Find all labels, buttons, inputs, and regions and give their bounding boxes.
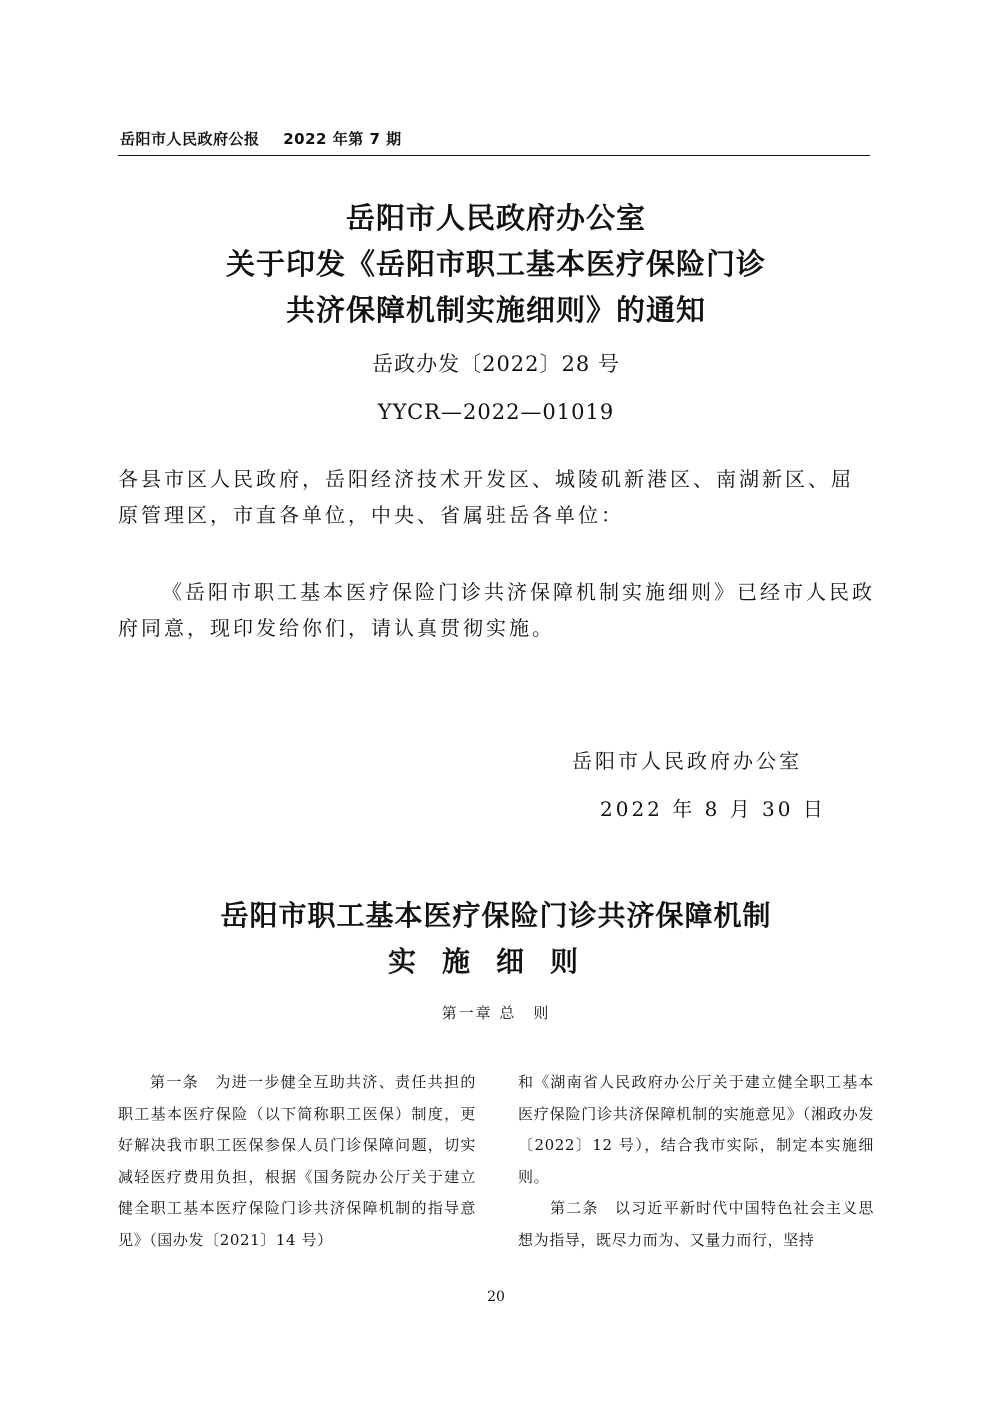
registration-number: YYCR—2022—01019 [377, 400, 615, 424]
article-1-text: 第一条 为进一步健全互助共济、责任共担的职工基本医疗保险（以下简称职工医保）制度，更好解决我市职工医保参保人员门诊保障问题，切实减轻医疗费用负担，根据《国务院办公厅关于建立健全职工基本医疗保险门诊共济保障机制的指导意见》（国办发〔2021〕14 号） [118, 1073, 476, 1249]
rules-title: 岳阳市职工基本医疗保险门诊共济保障机制 [220, 899, 772, 932]
rules-subtitle: 实施细则 [387, 945, 604, 978]
signer: 岳阳市人民政府办公室 [572, 749, 802, 773]
left-column [118, 1067, 476, 1257]
page-number: 20 [487, 1289, 505, 1305]
right-column [518, 1067, 874, 1257]
addressees: 各县市区人民政府，岳阳经济技术开发区、城陵矶新港区、南湖新区、屈原管理区，市直各单位，中央、省属驻岳各单位： [118, 467, 854, 527]
notice-body: 《岳阳市职工基本医疗保险门诊共济保障机制实施细则》已经市人民政府同意，现印发给你们，请认真贯彻实施。 [118, 580, 875, 640]
notice-title-line-2: 关于印发《岳阳市职工基本医疗保险门诊 [225, 247, 766, 281]
article-1-continued: 和《湖南省人民政府办公厅关于建立健全职工基本医疗保险门诊共济保障机制的实施意见》（湘政办发〔2022〕12 号），结合我市实际，制定本实施细则。 [518, 1073, 874, 1186]
article-2-text: 第二条 以习近平新时代中国特色社会主义思想为指导，既尽力而为、又量力而行，坚持 [518, 1199, 874, 1249]
signing-date: 2022 年 8 月 30 日 [600, 797, 826, 821]
running-header [120, 128, 420, 149]
journal-name: 岳阳市人民政府公报 [120, 130, 260, 148]
document-number: 岳政办发〔2022〕28 号 [372, 352, 620, 376]
chapter-heading: 第一章 总 则 [441, 1004, 551, 1022]
notice-title-line-3: 共济保障机制实施细则》的通知 [285, 293, 706, 327]
issue-label: 2022 年第 7 期 [283, 130, 402, 148]
header-rule [118, 155, 870, 156]
notice-title-line-1: 岳阳市人民政府办公室 [345, 201, 646, 235]
